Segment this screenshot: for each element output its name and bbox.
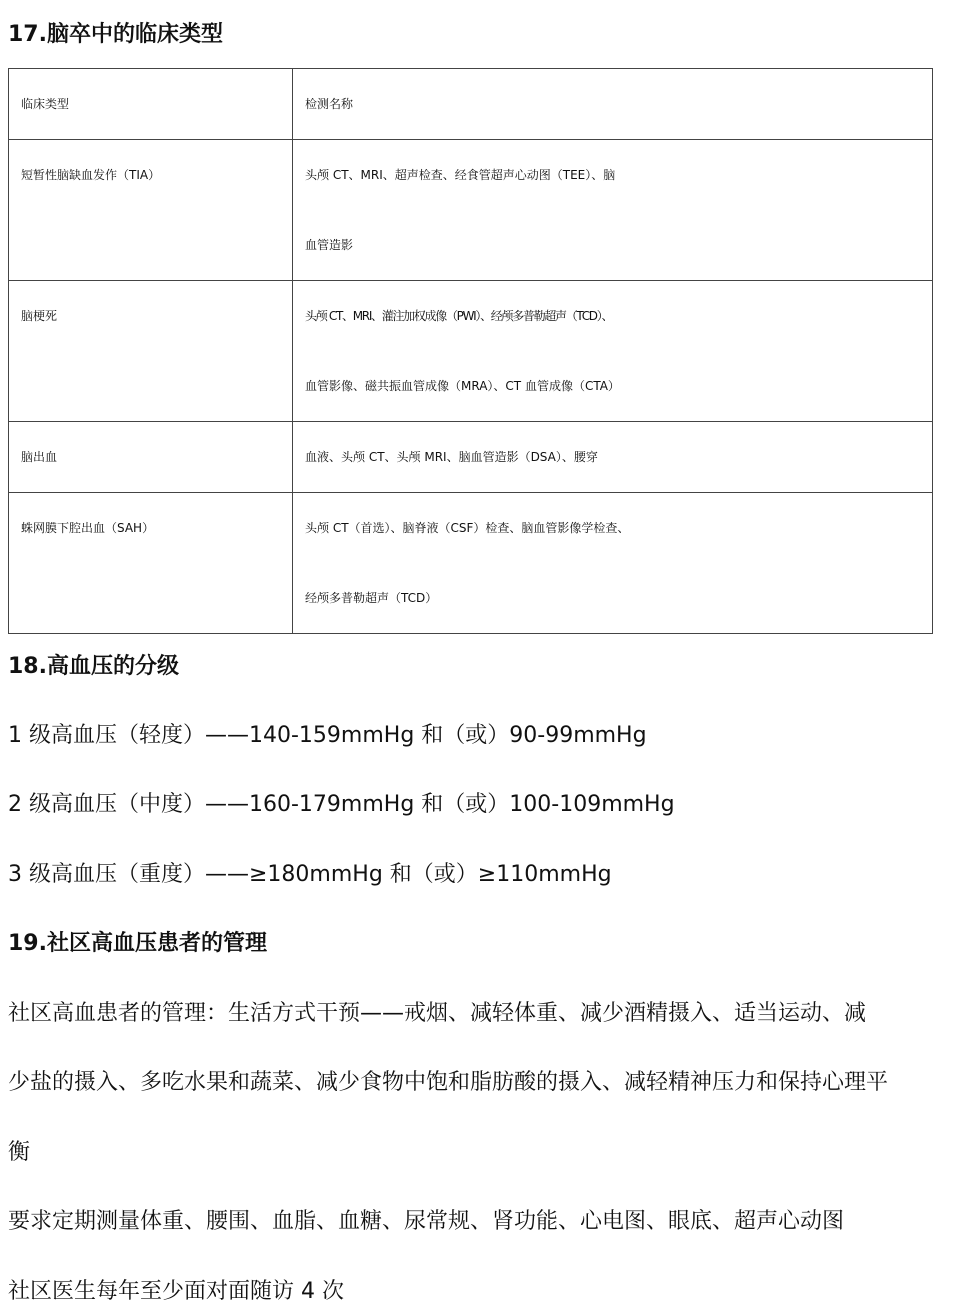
- cell-type: 脑梗死: [9, 281, 293, 422]
- cell-tests: 头颅 CT（首选）、脑脊液（CSF）检查、脑血管影像学检查、 经颅多普勒超声（TCD）: [293, 493, 933, 634]
- cell-type: 脑出血: [9, 422, 293, 493]
- hypertension-grade-3: 3 级高血压（重度）——≥180mmHg 和（或）≥110mmHg: [8, 862, 612, 887]
- table-row: [9, 422, 933, 493]
- section-18-heading: 18.高血压的分级: [8, 654, 179, 679]
- header-cell-tests: 检测名称: [293, 69, 933, 140]
- cell-tests: 头颅 CT、MRI、灌注加权成像（PWI）、经颅多普勒超声（TCD）、 血管影像、磁共振血管成像（MRA）、CT 血管成像（CTA）: [293, 281, 933, 422]
- management-paragraph-line-3: 衡: [8, 1140, 31, 1165]
- hypertension-grade-1: 1 级高血压（轻度）——140-159mmHg 和（或）90-99mmHg: [8, 723, 647, 748]
- table-row: [9, 140, 933, 281]
- cell-tests: 血液、头颅 CT、头颅 MRI、脑血管造影（DSA）、腰穿: [293, 422, 933, 493]
- table-row: [9, 493, 933, 634]
- cell-type: 短暂性脑缺血发作（TIA）: [9, 140, 293, 281]
- header-cell-type: 临床类型: [9, 69, 293, 140]
- cell-tests: 头颅 CT、MRI、超声检查、经食管超声心动图（TEE）、脑 血管造影: [293, 140, 933, 281]
- table-header-row: [9, 69, 933, 140]
- section-19-heading: 19.社区高血压患者的管理: [8, 931, 267, 956]
- hypertension-grade-2: 2 级高血压（中度）——160-179mmHg 和（或）100-109mmHg: [8, 792, 675, 817]
- cell-type: 蛛网膜下腔出血（SAH）: [9, 493, 293, 634]
- management-paragraph-line-1: 社区高血患者的管理：生活方式干预——戒烟、减轻体重、减少酒精摄入、适当运动、减: [8, 1001, 867, 1026]
- section-17-heading: 17.脑卒中的临床类型: [8, 22, 223, 47]
- management-paragraph-line-2: 少盐的摄入、多吃水果和蔬菜、减少食物中饱和脂肪酸的摄入、减轻精神压力和保持心理平: [8, 1070, 889, 1095]
- followup-text: 社区医生每年至少面对面随访 4 次: [8, 1279, 344, 1304]
- requirements-text: 要求定期测量体重、腰围、血脂、血糖、尿常规、肾功能、心电图、眼底、超声心动图: [8, 1209, 845, 1234]
- table-row: [9, 281, 933, 422]
- stroke-types-table: [8, 68, 933, 634]
